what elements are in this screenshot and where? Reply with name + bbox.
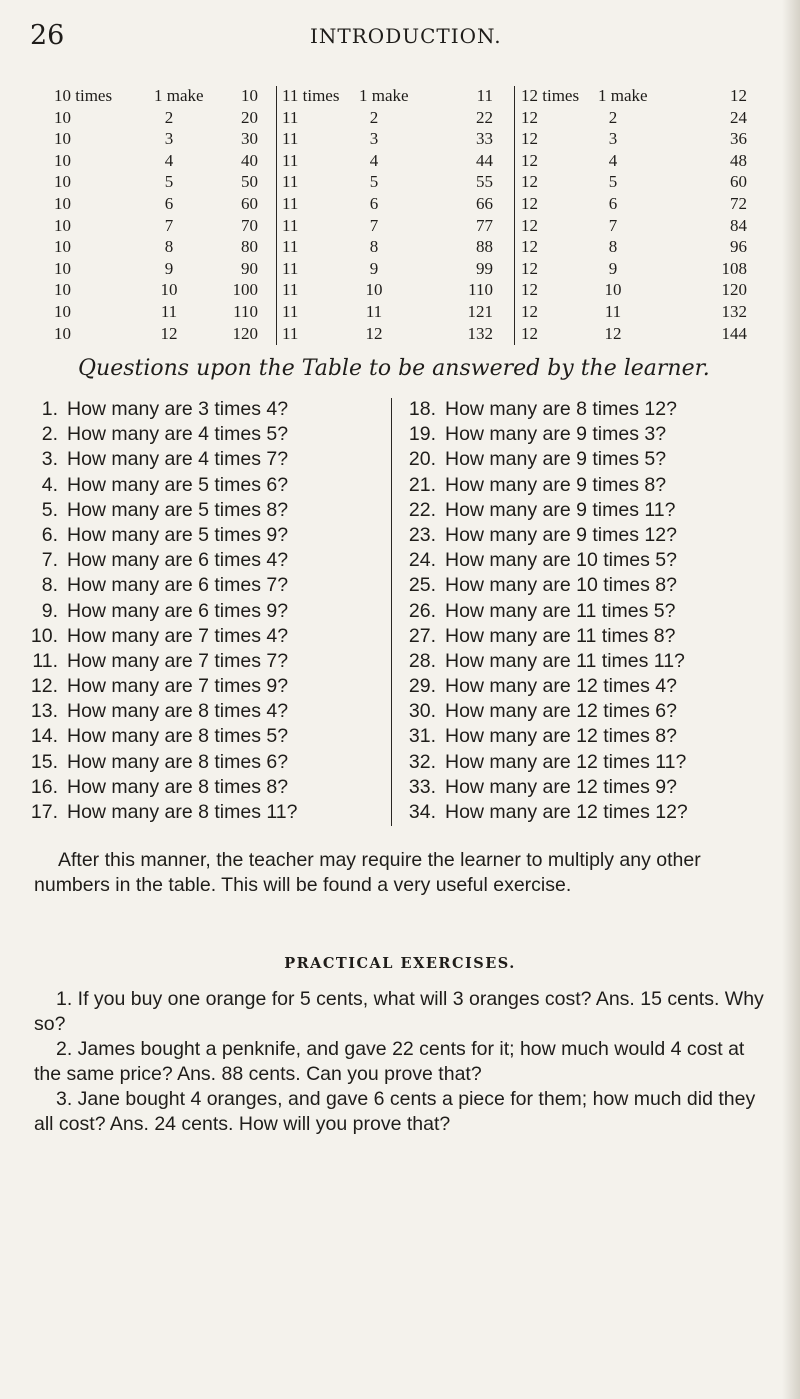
question-text: How many are 12 times 8? xyxy=(445,725,677,748)
table-row xyxy=(52,302,260,324)
question-number: 30. xyxy=(408,700,436,723)
multiplier-cell: 12 xyxy=(521,215,538,235)
table-row xyxy=(515,259,753,281)
question-number: 18. xyxy=(408,398,436,420)
question-item xyxy=(18,700,390,725)
multiplier-cell: 12 xyxy=(521,172,538,192)
table-row xyxy=(515,129,753,151)
multiplier-cell: 11 times xyxy=(282,86,340,105)
product-cell: 132 xyxy=(721,301,747,321)
question-text: How many are 6 times 4? xyxy=(67,549,289,572)
table-row xyxy=(515,194,753,216)
question-item xyxy=(18,499,390,524)
table-row xyxy=(277,302,515,324)
exercise-item xyxy=(34,1037,772,1087)
multiplier-cell: 11 xyxy=(282,107,299,127)
multiplier-cell: 10 xyxy=(54,172,71,192)
multiplier-cell: 12 xyxy=(521,301,538,321)
questions-heading: Questions upon the Table to be answered by the learner. xyxy=(78,356,710,381)
multiplier-cell: 12 xyxy=(521,237,538,257)
multiplicand-cell: 10 xyxy=(604,280,622,300)
questions-right-column xyxy=(391,398,792,826)
question-item xyxy=(392,700,792,725)
questions-left-column xyxy=(18,398,390,826)
question-item xyxy=(392,675,792,700)
multiplicand-cell: 1 make xyxy=(359,86,409,105)
multiplicand-cell: 8 xyxy=(369,237,379,257)
table-row xyxy=(52,194,260,216)
product-cell: 144 xyxy=(721,323,747,343)
question-number: 8. xyxy=(41,574,58,597)
question-text: How many are 6 times 9? xyxy=(67,599,289,622)
multiplier-cell: 11 xyxy=(282,193,299,213)
question-item xyxy=(392,398,792,423)
product-cell: 121 xyxy=(467,301,493,321)
question-item xyxy=(392,499,792,524)
product-cell: 72 xyxy=(730,193,747,213)
multiplicand-cell: 6 xyxy=(369,193,379,213)
question-number: 11. xyxy=(32,649,58,672)
multiplier-cell: 10 xyxy=(54,258,71,278)
exercise-text: Jane bought 4 oranges, and gave 6 cents a piece for them; how much did they all cost? Ans. 24 cents. How will you prove that? xyxy=(34,1088,756,1135)
multiplicand-cell: 3 xyxy=(164,129,174,149)
question-number: 15. xyxy=(30,750,58,773)
table-row xyxy=(515,324,753,346)
table-tens xyxy=(52,86,260,345)
question-item xyxy=(18,675,390,700)
multiplicand-cell: 5 xyxy=(164,172,174,192)
exercise-number: 3. xyxy=(56,1088,73,1110)
exercises-list xyxy=(34,987,772,1137)
question-item xyxy=(18,448,390,473)
multiplier-cell: 12 xyxy=(521,107,538,127)
product-cell: 77 xyxy=(476,215,493,235)
product-cell: 99 xyxy=(476,258,493,278)
product-cell: 55 xyxy=(476,172,493,192)
question-item xyxy=(392,801,792,826)
product-cell: 110 xyxy=(233,301,258,321)
question-text: How many are 9 times 12? xyxy=(445,523,677,546)
question-number: 6. xyxy=(41,523,58,546)
question-number: 16. xyxy=(30,775,58,798)
table-row xyxy=(277,237,515,259)
question-number: 22. xyxy=(408,498,436,521)
question-text: How many are 8 times 4? xyxy=(67,700,289,723)
product-cell: 96 xyxy=(730,237,747,257)
question-item xyxy=(18,776,390,801)
product-cell: 120 xyxy=(232,323,258,343)
product-cell: 50 xyxy=(241,172,258,192)
table-row xyxy=(277,280,515,302)
table-row xyxy=(52,129,260,151)
question-item xyxy=(18,751,390,776)
table-row xyxy=(52,151,260,173)
multiplicand-cell: 9 xyxy=(608,258,618,278)
question-text: How many are 3 times 4? xyxy=(67,398,289,420)
question-number: 27. xyxy=(408,624,436,647)
product-cell: 36 xyxy=(730,129,747,149)
table-row xyxy=(277,216,515,238)
table-row xyxy=(515,216,753,238)
exercise-number: 1. xyxy=(56,988,73,1010)
multiplier-cell: 11 xyxy=(282,215,299,235)
multiplicand-cell: 1 make xyxy=(598,86,648,105)
table-row xyxy=(277,129,515,151)
question-item xyxy=(392,725,792,750)
question-text: How many are 8 times 12? xyxy=(445,398,677,420)
page-number: 26 xyxy=(30,20,65,51)
question-number: 13. xyxy=(30,700,58,723)
question-text: How many are 8 times 11? xyxy=(67,801,298,823)
question-number: 21. xyxy=(408,473,436,496)
question-text: How many are 4 times 7? xyxy=(67,448,289,471)
question-item xyxy=(392,549,792,574)
question-item xyxy=(392,448,792,473)
question-number: 31. xyxy=(408,725,436,748)
multiplier-cell: 10 xyxy=(54,129,71,149)
question-text: How many are 8 times 6? xyxy=(67,750,289,773)
multiplier-cell: 10 xyxy=(54,237,71,257)
table-row xyxy=(277,151,515,173)
multiplicand-cell: 5 xyxy=(608,172,618,192)
question-number: 25. xyxy=(408,574,436,597)
multiplicand-cell: 10 xyxy=(160,280,178,300)
question-number: 3. xyxy=(41,448,58,471)
table-row xyxy=(277,108,515,130)
multiplicand-cell: 2 xyxy=(369,107,379,127)
question-text: How many are 6 times 7? xyxy=(67,574,289,597)
multiplicand-cell: 7 xyxy=(369,215,379,235)
question-item xyxy=(18,574,390,599)
product-cell: 10 xyxy=(241,86,258,105)
table-row xyxy=(277,194,515,216)
multiplier-cell: 12 xyxy=(521,280,538,300)
multiplier-cell: 10 xyxy=(54,301,71,321)
product-cell: 132 xyxy=(467,323,493,343)
page-edge-shadow xyxy=(782,0,800,1399)
question-item xyxy=(392,574,792,599)
exercise-text: James bought a penknife, and gave 22 cents for it; how much would 4 cost at the same price? Ans. 88 cents. Can you prove that? xyxy=(34,1038,745,1085)
table-twelves xyxy=(514,86,753,345)
multiplier-cell: 11 xyxy=(282,258,299,278)
multiplier-cell: 12 times xyxy=(521,86,580,105)
exercise-item xyxy=(34,987,772,1037)
multiplier-cell: 10 xyxy=(54,107,71,127)
product-cell: 120 xyxy=(721,280,747,300)
multiplicand-cell: 11 xyxy=(604,301,622,321)
multiplier-cell: 10 xyxy=(54,193,71,213)
product-cell: 40 xyxy=(241,150,258,170)
question-text: How many are 9 times 8? xyxy=(445,473,667,496)
table-row xyxy=(52,324,260,346)
multiplier-cell: 12 xyxy=(521,323,538,343)
product-cell: 48 xyxy=(730,150,747,170)
multiplier-cell: 10 xyxy=(54,150,71,170)
multiplicand-cell: 12 xyxy=(160,323,178,343)
product-cell: 66 xyxy=(476,193,493,213)
multiplicand-cell: 6 xyxy=(608,193,618,213)
question-number: 10. xyxy=(30,624,58,647)
multiplicand-cell: 11 xyxy=(365,301,383,321)
multiplicand-cell: 12 xyxy=(604,323,622,343)
multiplicand-cell: 6 xyxy=(164,193,174,213)
question-text: How many are 9 times 3? xyxy=(445,423,667,446)
multiplier-cell: 10 xyxy=(54,280,71,300)
question-item xyxy=(392,474,792,499)
question-text: How many are 7 times 9? xyxy=(67,675,289,698)
question-number: 20. xyxy=(408,448,436,471)
multiplicand-cell: 12 xyxy=(365,323,383,343)
table-row xyxy=(52,108,260,130)
question-number: 28. xyxy=(408,649,436,672)
table-row xyxy=(515,302,753,324)
multiplier-cell: 11 xyxy=(282,280,299,300)
multiplicand-cell: 4 xyxy=(608,150,618,170)
product-cell: 30 xyxy=(241,129,258,149)
question-number: 19. xyxy=(408,423,436,446)
question-item xyxy=(392,524,792,549)
product-cell: 70 xyxy=(241,215,258,235)
question-text: How many are 11 times 11? xyxy=(445,649,685,672)
multiplicand-cell: 8 xyxy=(164,237,174,257)
question-number: 14. xyxy=(30,725,58,748)
question-item xyxy=(18,423,390,448)
product-cell: 11 xyxy=(476,86,493,105)
multiplicand-cell: 11 xyxy=(160,301,178,321)
table-row xyxy=(52,172,260,194)
multiplier-cell: 11 xyxy=(282,172,299,192)
multiplicand-cell: 3 xyxy=(369,129,379,149)
question-text: How many are 12 times 4? xyxy=(445,675,677,698)
multiplicand-cell: 8 xyxy=(608,237,618,257)
multiplicand-cell: 1 make xyxy=(154,86,204,105)
question-number: 29. xyxy=(408,675,436,698)
question-item xyxy=(18,725,390,750)
question-item xyxy=(392,600,792,625)
multiplier-cell: 11 xyxy=(282,301,299,321)
multiplicand-cell: 2 xyxy=(608,107,618,127)
table-row xyxy=(52,280,260,302)
exercise-number: 2. xyxy=(56,1038,73,1060)
multiplier-cell: 12 xyxy=(521,129,538,149)
question-number: 5. xyxy=(41,498,58,521)
multiplicand-cell: 2 xyxy=(164,107,174,127)
multiplier-cell: 11 xyxy=(282,150,299,170)
question-text: How many are 8 times 8? xyxy=(67,775,289,798)
question-text: How many are 10 times 8? xyxy=(445,574,677,597)
question-text: How many are 9 times 5? xyxy=(445,448,667,471)
multiplier-cell: 12 xyxy=(521,150,538,170)
question-number: 32. xyxy=(408,750,436,773)
exercises-heading: PRACTICAL EXERCISES. xyxy=(284,955,516,972)
product-cell: 100 xyxy=(232,280,258,300)
question-text: How many are 5 times 8? xyxy=(67,498,289,521)
exercise-item xyxy=(34,1087,772,1137)
question-number: 9. xyxy=(41,599,58,622)
question-number: 24. xyxy=(408,549,436,572)
product-cell: 60 xyxy=(730,172,747,192)
multiplicand-cell: 4 xyxy=(164,150,174,170)
question-number: 26. xyxy=(408,599,436,622)
table-header-row xyxy=(277,86,515,108)
instruction-paragraph: After this manner, the teacher may require the learner to multiply any other numbers in the table. This will be found a very useful exercise. xyxy=(34,848,701,896)
question-item xyxy=(18,625,390,650)
product-cell: 80 xyxy=(241,237,258,257)
multiplier-cell: 11 xyxy=(282,323,299,343)
question-item xyxy=(392,776,792,801)
table-row xyxy=(515,151,753,173)
multiplicand-cell: 7 xyxy=(608,215,618,235)
table-row xyxy=(277,324,515,346)
multiplicand-cell: 9 xyxy=(369,258,379,278)
table-row xyxy=(515,237,753,259)
product-cell: 20 xyxy=(241,107,258,127)
page-header xyxy=(0,20,800,60)
question-text: How many are 4 times 5? xyxy=(67,423,289,446)
question-text: How many are 7 times 7? xyxy=(67,649,289,672)
question-text: How many are 12 times 12? xyxy=(445,801,688,823)
question-text: How many are 10 times 5? xyxy=(445,549,677,572)
multiplicand-cell: 5 xyxy=(369,172,379,192)
question-item xyxy=(392,650,792,675)
table-header-row xyxy=(52,86,260,108)
product-cell: 33 xyxy=(476,129,493,149)
question-number: 1. xyxy=(41,398,58,420)
question-item xyxy=(392,423,792,448)
question-text: How many are 9 times 11? xyxy=(445,498,676,521)
question-text: How many are 11 times 5? xyxy=(445,599,676,622)
question-item xyxy=(18,398,390,423)
multiplicand-cell: 7 xyxy=(164,215,174,235)
question-item xyxy=(18,549,390,574)
table-row xyxy=(52,259,260,281)
question-number: 2. xyxy=(41,423,58,446)
question-item xyxy=(18,600,390,625)
multiplicand-cell: 4 xyxy=(369,150,379,170)
multiplier-cell: 11 xyxy=(282,129,299,149)
multiplicand-cell: 10 xyxy=(365,280,383,300)
multiplier-cell: 10 xyxy=(54,323,71,343)
table-row xyxy=(52,216,260,238)
question-text: How many are 12 times 9? xyxy=(445,775,677,798)
table-row xyxy=(515,108,753,130)
product-cell: 22 xyxy=(476,107,493,127)
question-text: How many are 7 times 4? xyxy=(67,624,289,647)
product-cell: 90 xyxy=(241,258,258,278)
question-number: 34. xyxy=(408,801,436,823)
question-number: 12. xyxy=(30,675,58,698)
table-row xyxy=(52,237,260,259)
product-cell: 12 xyxy=(730,86,747,105)
table-row xyxy=(277,172,515,194)
table-row xyxy=(515,172,753,194)
product-cell: 110 xyxy=(468,280,493,300)
product-cell: 60 xyxy=(241,193,258,213)
table-row xyxy=(515,280,753,302)
question-text: How many are 12 times 11? xyxy=(445,750,687,773)
question-item xyxy=(392,751,792,776)
table-header-row xyxy=(515,86,753,108)
multiplicand-cell: 3 xyxy=(608,129,618,149)
multiplier-cell: 10 times xyxy=(54,86,113,105)
question-text: How many are 12 times 6? xyxy=(445,700,677,723)
product-cell: 84 xyxy=(730,215,747,235)
multiplier-cell: 11 xyxy=(282,237,299,257)
product-cell: 88 xyxy=(476,237,493,257)
question-item xyxy=(18,650,390,675)
question-number: 17. xyxy=(30,801,58,823)
question-number: 7. xyxy=(41,549,58,572)
multiplier-cell: 12 xyxy=(521,193,538,213)
question-item xyxy=(18,474,390,499)
question-number: 23. xyxy=(408,523,436,546)
question-number: 4. xyxy=(41,473,58,496)
multiplier-cell: 10 xyxy=(54,215,71,235)
product-cell: 24 xyxy=(730,107,747,127)
question-text: How many are 5 times 9? xyxy=(67,523,289,546)
multiplicand-cell: 9 xyxy=(164,258,174,278)
multiplier-cell: 12 xyxy=(521,258,538,278)
product-cell: 44 xyxy=(476,150,493,170)
question-text: How many are 11 times 8? xyxy=(445,624,676,647)
question-text: How many are 8 times 5? xyxy=(67,725,289,748)
question-item xyxy=(392,625,792,650)
question-item xyxy=(18,524,390,549)
question-item xyxy=(18,801,390,826)
product-cell: 108 xyxy=(721,258,747,278)
question-text: How many are 5 times 6? xyxy=(67,473,289,496)
exercise-text: If you buy one orange for 5 cents, what will 3 oranges cost? Ans. 15 cents. Why so? xyxy=(34,988,764,1035)
question-number: 33. xyxy=(408,775,436,798)
table-elevens xyxy=(276,86,515,345)
running-head: INTRODUCTION. xyxy=(310,24,502,48)
table-row xyxy=(277,259,515,281)
